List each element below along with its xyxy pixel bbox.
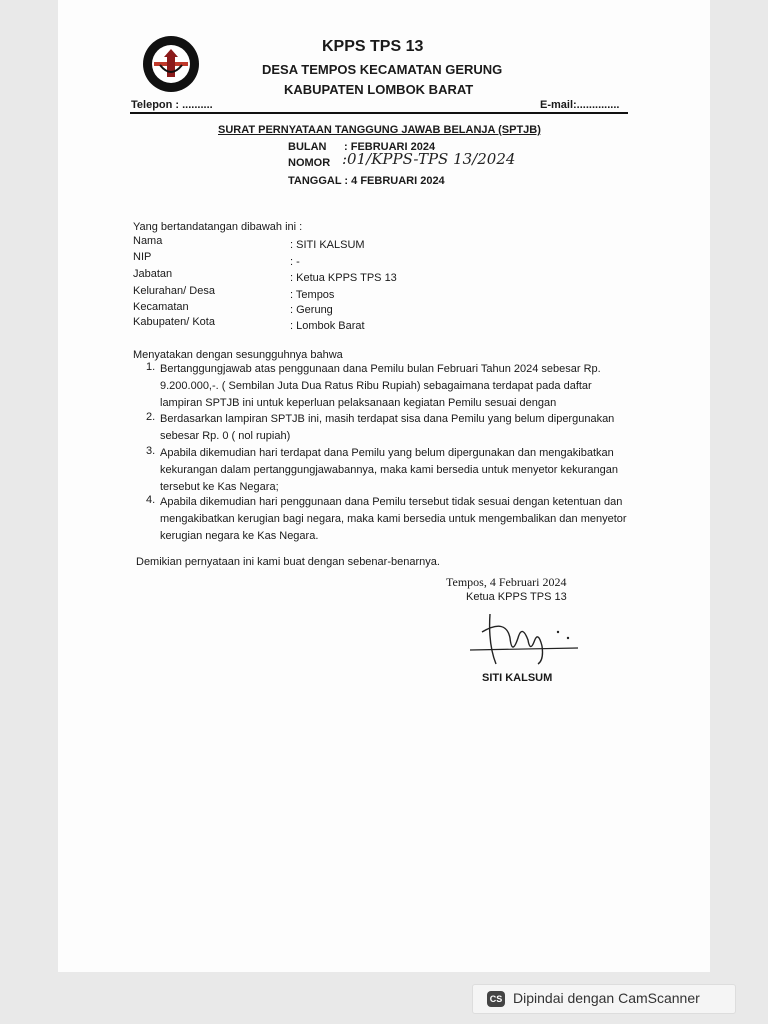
kpu-logo xyxy=(142,35,200,93)
item-number: 1. xyxy=(146,361,156,373)
signer-role: Ketua KPPS TPS 13 xyxy=(466,591,567,603)
statement-item: Apabila dikemudian hari terdapat dana Pemilu yang belum dipergunakan dan mengakibatkan kekurangan dalam pertanggungjawabannya, maka kami bersedia untuk menyetor kekurangan tersebut ke Kas Negara; xyxy=(160,447,619,493)
statement-item: Apabila dikemudian hari penggunaan dana Pemilu tersebut tidak sesuai dengan ketentuan dan mengakibatkan kerugian bagi negara, maka kami bersedia untuk mengembalikan dan menyetor kerugian negara ke Kas Negara. xyxy=(160,496,627,542)
header-regency: KABUPATEN LOMBOK BARAT xyxy=(284,82,474,97)
camscanner-text: Dipindai dengan CamScanner xyxy=(513,990,700,1006)
field-label: Jabatan xyxy=(133,268,173,280)
header-email: E-mail:.............. xyxy=(540,99,620,111)
intro-text: Yang bertandatangan dibawah ini : xyxy=(133,221,303,233)
item-number: 3. xyxy=(146,445,156,457)
statement-item: Bertanggungjawab atas penggunaan dana Pemilu bulan Februari Tahun 2024 sebesar Rp. 9.200.000,-. ( Sembilan Juta Dua Ratus Ribu Rupiah) sebagaimana terdapat pada daftar lampiran SPTJB ini untuk keperluan pelaksanaan kegiatan Pemilu sesuai dengan xyxy=(160,363,601,409)
field-value: : - xyxy=(290,256,300,268)
header-village: DESA TEMPOS KECAMATAN GERUNG xyxy=(262,62,503,77)
field-label: NIP xyxy=(133,251,152,263)
header-title: KPPS TPS 13 xyxy=(322,38,424,55)
camscanner-watermark xyxy=(472,984,736,1014)
document-title: SURAT PERNYATAAN TANGGUNG JAWAB BELANJA (SPTJB) xyxy=(218,124,541,136)
place-date: Tempos, 4 Februari 2024 xyxy=(446,575,567,589)
item-number: 2. xyxy=(146,411,156,423)
header-phone: Telepon : .......... xyxy=(131,99,213,111)
field-value: : SITI KALSUM xyxy=(290,239,365,251)
header-divider xyxy=(130,112,628,114)
field-label: Kecamatan xyxy=(133,301,189,313)
field-label: Kabupaten/ Kota xyxy=(133,316,215,328)
signature-image xyxy=(466,604,586,670)
bulan-label: BULAN xyxy=(288,141,327,153)
nomor-value: :01/KPPS-TPS 13/2024 xyxy=(342,150,516,168)
field-label: Kelurahan/ Desa xyxy=(133,285,215,297)
statement-item: Berdasarkan lampiran SPTJB ini, masih terdapat sisa dana Pemilu yang belum dipergunakan sebesar Rp. 0 ( nol rupiah) xyxy=(160,413,615,442)
field-label: Nama xyxy=(133,235,163,247)
camscanner-icon: CS xyxy=(487,991,505,1007)
item-number: 4. xyxy=(146,494,156,506)
field-value: : Ketua KPPS TPS 13 xyxy=(290,272,397,284)
statement-intro: Menyatakan dengan sesungguhnya bahwa xyxy=(133,349,343,361)
field-value: : Gerung xyxy=(290,304,333,316)
signer-name: SITI KALSUM xyxy=(482,672,553,684)
nomor-label: NOMOR xyxy=(288,157,331,169)
closing-text: Demikian pernyataan ini kami buat dengan sebenar-benarnya. xyxy=(136,556,440,568)
bulan-value: : FEBRUARI 2024 xyxy=(344,141,436,153)
tanggal-line: TANGGAL : 4 FEBRUARI 2024 xyxy=(288,175,445,187)
field-value: : Tempos xyxy=(290,289,335,301)
field-value: : Lombok Barat xyxy=(290,320,365,332)
